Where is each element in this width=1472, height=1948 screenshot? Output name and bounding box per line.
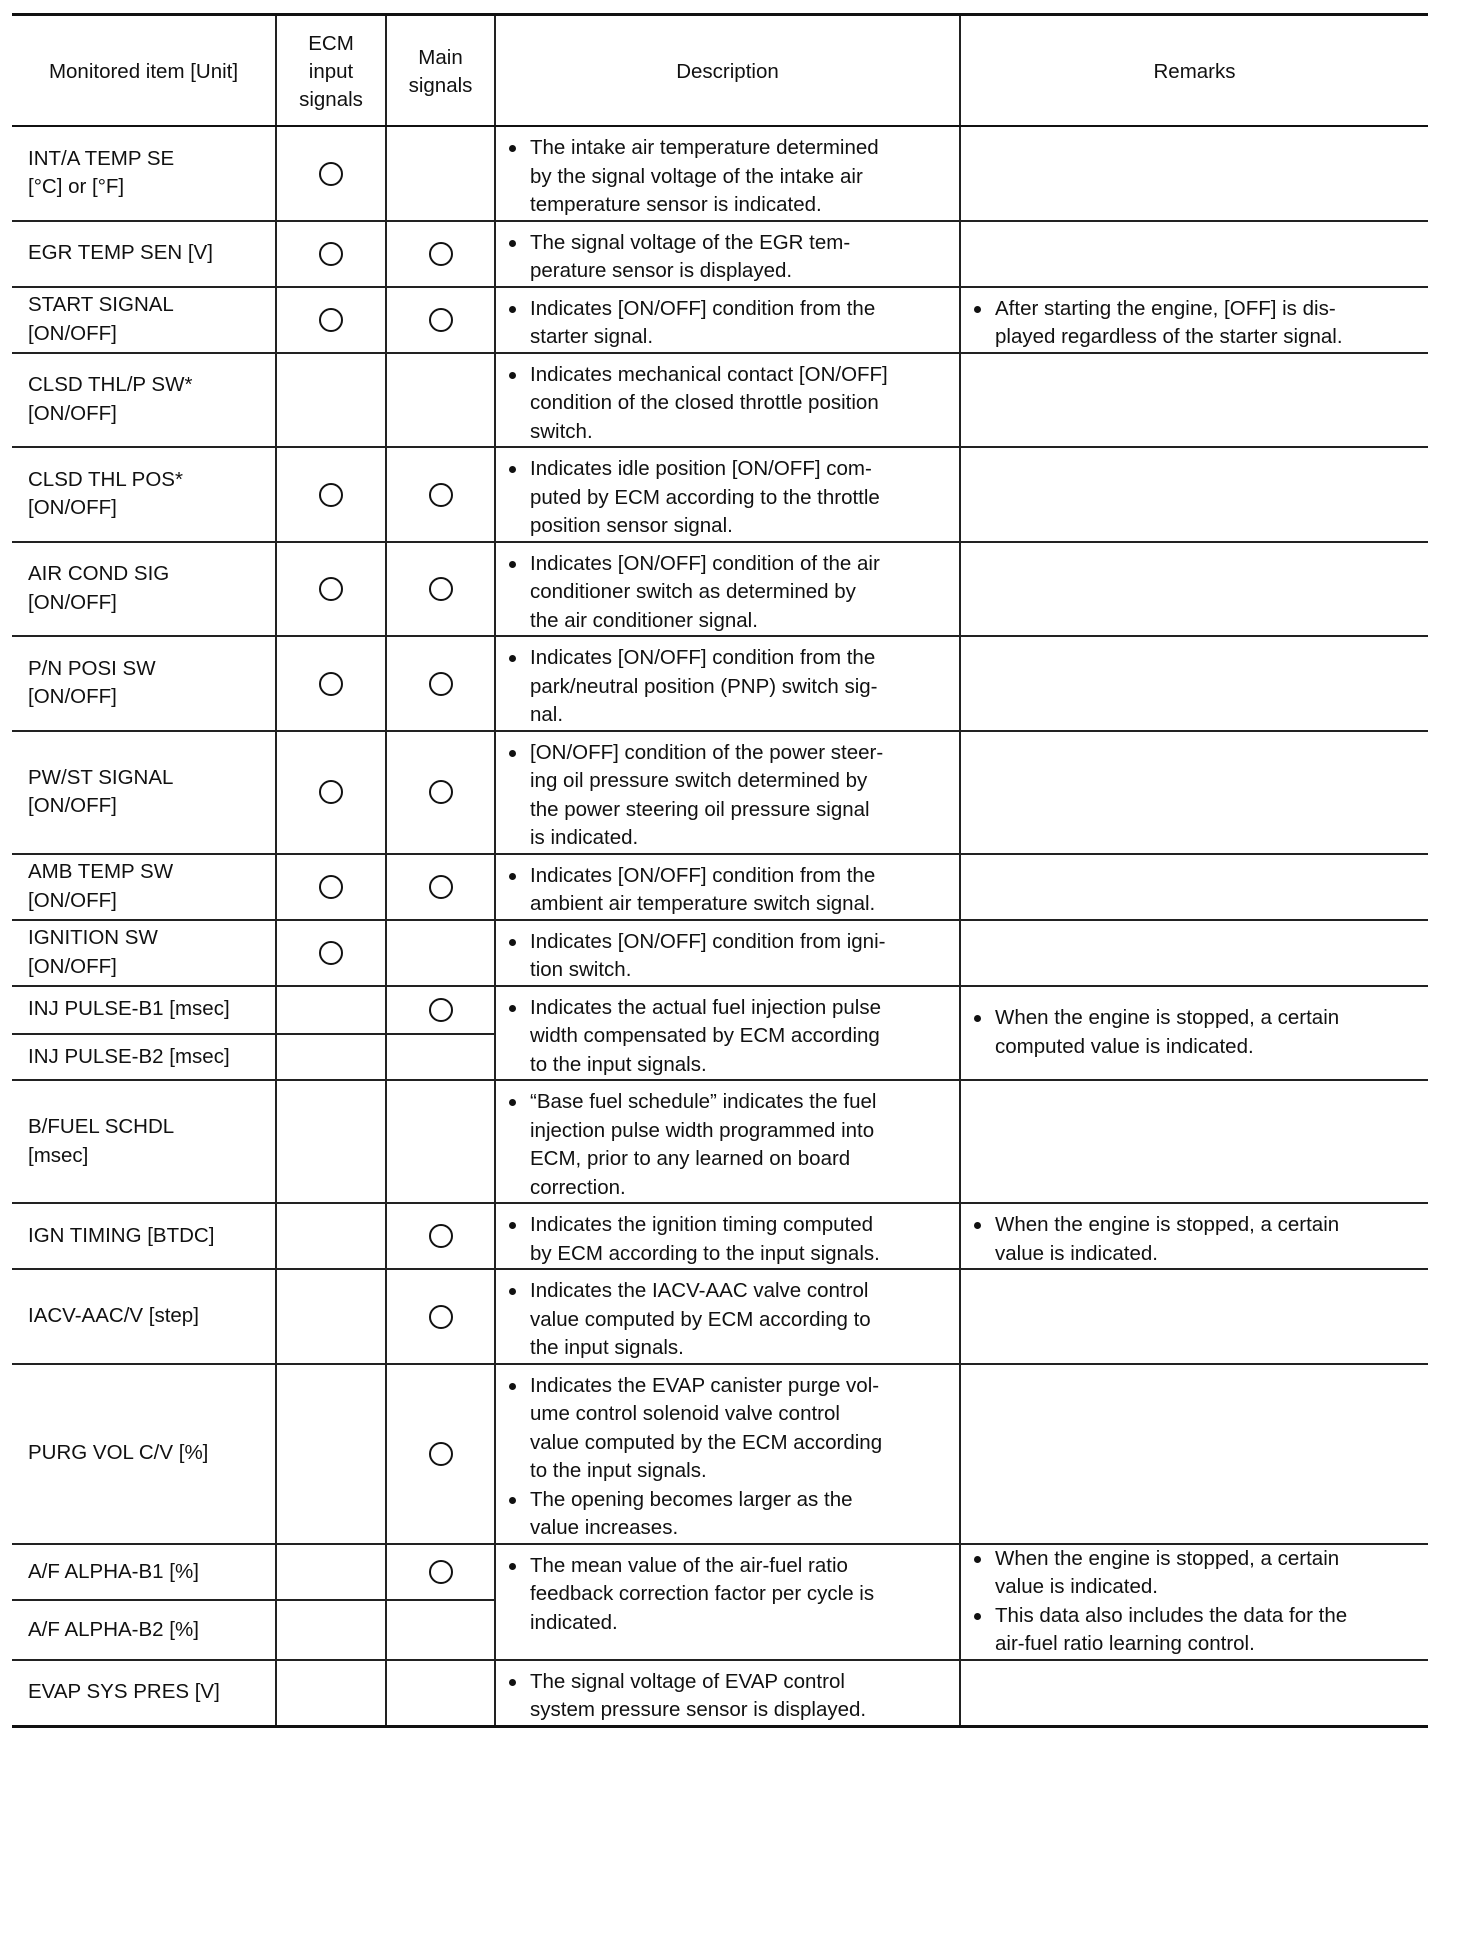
description-list [506, 1088, 949, 1202]
table-row [12, 986, 1428, 1034]
description-line: value computed by the ECM according [530, 1430, 883, 1454]
table-row [12, 542, 1428, 637]
description-line: Indicates [ON/OFF] condition from the [530, 863, 876, 887]
description-line: ambient air temperature switch signal. [530, 892, 876, 915]
description-line: injection pulse width programmed into [530, 1118, 875, 1142]
monitored-item-text: AIR COND SIG [28, 562, 170, 586]
ecm-input-signal-cell [276, 854, 386, 920]
monitored-item-text: IGN TIMING [BTDC] [28, 1223, 215, 1247]
monitored-item-text: AMB TEMP SW [28, 860, 174, 883]
ecm-input-signal-cell [276, 126, 386, 221]
circle-mark-icon [319, 941, 343, 965]
bullet-item [506, 1552, 949, 1638]
table-row [12, 731, 1428, 854]
circle-mark-icon [429, 577, 453, 601]
main-signal-cell [386, 636, 495, 731]
remarks-cell [960, 542, 1428, 637]
description-line: indicated. [530, 1610, 618, 1634]
main-signal-cell [386, 731, 495, 854]
description-line: by the signal voltage of the intake air [530, 164, 863, 188]
description-line: Indicates the IACV-AAC valve control [530, 1279, 869, 1302]
remarks-cell [960, 447, 1428, 542]
description-cell [495, 353, 960, 448]
ecm-input-signal-cell [276, 1080, 386, 1203]
circle-mark-icon [429, 998, 453, 1022]
main-signal-cell [386, 447, 495, 542]
monitored-item-text: [ON/OFF] [28, 794, 117, 817]
monitored-item-cell [12, 287, 276, 353]
description-line: value computed by ECM according to [530, 1307, 871, 1331]
circle-mark-icon [429, 1560, 453, 1584]
table-row [12, 1660, 1428, 1727]
table-row [12, 447, 1428, 542]
remarks-line: When the engine is stopped, a certain [995, 1546, 1340, 1570]
monitored-item-text: INJ PULSE-B2 [msec] [28, 1044, 230, 1068]
description-cell [495, 731, 960, 854]
bullet-item [506, 295, 949, 352]
monitored-item-cell [12, 1660, 276, 1727]
monitored-item-text: [ON/OFF] [28, 496, 117, 520]
description-line: Indicates idle position [ON/OFF] com- [530, 457, 872, 480]
circle-mark-icon [429, 308, 453, 332]
header-remarks: Remarks [960, 15, 1428, 127]
description-line: [ON/OFF] condition of the power steer- [530, 740, 884, 764]
description-line: condition of the closed throttle position [530, 391, 879, 414]
circle-mark-icon [319, 875, 343, 899]
description-line: The mean value of the air-fuel ratio [530, 1553, 848, 1577]
circle-mark-icon [319, 483, 343, 507]
monitored-item-text: [ON/OFF] [28, 401, 117, 425]
bullet-item [506, 1668, 949, 1725]
ecm-input-signal-cell [276, 542, 386, 637]
ecm-input-signal-cell [276, 447, 386, 542]
table-row [12, 1364, 1428, 1544]
main-signal-cell [386, 1544, 495, 1601]
bullet-item [506, 134, 949, 220]
description-list [506, 1668, 949, 1725]
circle-mark-icon [429, 875, 453, 899]
remarks-cell [960, 287, 1428, 353]
description-list [506, 1277, 949, 1363]
description-line: Indicates the ignition timing computed [530, 1213, 874, 1236]
header-main-signals [386, 15, 495, 127]
description-line: “Base fuel schedule” indicates the fuel [530, 1090, 877, 1113]
main-signal-cell [386, 1080, 495, 1203]
ecm-input-signal-cell [276, 636, 386, 731]
remarks-list [971, 295, 1418, 352]
description-list [506, 550, 949, 636]
bullet-item [971, 1602, 1418, 1659]
description-line: ECM, prior to any learned on board [530, 1147, 851, 1170]
bullet-item [506, 1372, 949, 1486]
description-line: temperature sensor is indicated. [530, 193, 822, 216]
main-signal-cell [386, 221, 495, 287]
ecm-input-signal-cell [276, 1269, 386, 1364]
description-line: tion switch. [530, 958, 632, 981]
monitored-item-text: EVAP SYS PRES [V] [28, 1680, 220, 1704]
bullet-item [506, 994, 949, 1080]
ecm-input-signal-cell [276, 986, 386, 1034]
remarks-line: value is indicated. [995, 1575, 1158, 1598]
main-signal-cell [386, 1600, 495, 1659]
description-line: by ECM according to the input signals. [530, 1241, 880, 1265]
description-line: to the input signals. [530, 1459, 707, 1482]
remarks-cell [960, 1544, 1428, 1660]
description-line: nal. [530, 703, 564, 726]
header-ecm-line: ECM [308, 31, 354, 55]
description-line: perature sensor is displayed. [530, 259, 793, 282]
description-line: Indicates the EVAP canister purge vol- [530, 1373, 880, 1397]
remarks-cell [960, 1364, 1428, 1544]
remarks-line: When the engine is stopped, a certain [995, 1006, 1340, 1030]
description-list [506, 134, 949, 220]
bullet-item [506, 928, 949, 985]
monitored-item-cell [12, 731, 276, 854]
ecm-input-signal-cell [276, 1203, 386, 1269]
remarks-list [971, 1211, 1418, 1268]
table-row [12, 353, 1428, 448]
description-line: The signal voltage of EVAP control [530, 1669, 845, 1693]
circle-mark-icon [429, 672, 453, 696]
bullet-item [506, 361, 949, 447]
description-list [506, 862, 949, 919]
table-row [12, 221, 1428, 287]
description-list [506, 229, 949, 286]
header-ecm-input-signals [276, 15, 386, 127]
table-header-row [12, 15, 1428, 127]
bullet-item [506, 1088, 949, 1202]
description-cell [495, 920, 960, 986]
bullet-item [506, 644, 949, 730]
main-signal-cell [386, 1269, 495, 1364]
description-list [506, 1372, 949, 1543]
monitored-item-cell [12, 542, 276, 637]
monitored-item-cell [12, 1544, 276, 1601]
bullet-item [506, 862, 949, 919]
description-line: Indicates mechanical contact [ON/OFF] [530, 362, 888, 386]
table-row [12, 854, 1428, 920]
remarks-cell [960, 221, 1428, 287]
circle-mark-icon [429, 1305, 453, 1329]
monitored-item-text: CLSD THL POS* [28, 467, 183, 491]
description-list [506, 361, 949, 447]
table-row [12, 636, 1428, 731]
remarks-cell [960, 126, 1428, 221]
bullet-item [971, 295, 1418, 352]
monitored-item-cell [12, 1600, 276, 1659]
monitored-item-cell [12, 126, 276, 221]
bullet-item [506, 550, 949, 636]
ecm-input-signal-cell [276, 920, 386, 986]
monitored-item-text: IACV-AAC/V [step] [28, 1304, 199, 1327]
description-list [506, 739, 949, 853]
main-signal-cell [386, 1660, 495, 1727]
description-line: value increases. [530, 1516, 679, 1539]
description-line: Indicates the actual fuel injection pulse [530, 995, 882, 1019]
monitored-item-text: INJ PULSE-B1 [msec] [28, 997, 230, 1021]
description-cell [495, 1364, 960, 1544]
main-signal-cell [386, 353, 495, 448]
ecm-input-signal-cell [276, 221, 386, 287]
bullet-item [971, 1211, 1418, 1268]
description-line: system pressure sensor is displayed. [530, 1698, 867, 1721]
description-cell [495, 447, 960, 542]
table-row [12, 126, 1428, 221]
main-signal-cell [386, 854, 495, 920]
remarks-line: played regardless of the starter signal. [995, 325, 1343, 348]
ecm-input-signal-cell [276, 731, 386, 854]
description-cell [495, 126, 960, 221]
header-main-line: signals [408, 73, 473, 97]
monitored-item-cell [12, 854, 276, 920]
bullet-item [506, 455, 949, 541]
monitored-item-cell [12, 1364, 276, 1544]
monitor-item-table [12, 13, 1428, 1728]
monitored-item-text: PW/ST SIGNAL [28, 765, 174, 789]
description-line: the input signals. [530, 1336, 684, 1359]
monitored-item-text: [ON/OFF] [28, 954, 117, 978]
monitored-item-cell [12, 1034, 276, 1080]
description-line: correction. [530, 1175, 626, 1199]
description-line: ing oil pressure switch determined by [530, 769, 868, 792]
monitored-item-text: B/FUEL SCHDL [28, 1115, 175, 1138]
circle-mark-icon [429, 780, 453, 804]
monitored-item-cell [12, 1080, 276, 1203]
bullet-item [506, 229, 949, 286]
description-cell [495, 1660, 960, 1727]
description-cell [495, 1080, 960, 1203]
bullet-item [506, 1211, 949, 1268]
monitored-item-cell [12, 447, 276, 542]
bullet-item [971, 1545, 1418, 1602]
description-line: conditioner switch as determined by [530, 580, 856, 603]
circle-mark-icon [429, 242, 453, 266]
ecm-input-signal-cell [276, 1034, 386, 1080]
table-row [12, 1080, 1428, 1203]
description-line: position sensor signal. [530, 514, 733, 537]
remarks-line: computed value is indicated. [995, 1034, 1254, 1058]
description-line: feedback correction factor per cycle is [530, 1582, 875, 1605]
remarks-cell [960, 1660, 1428, 1727]
monitored-item-cell [12, 986, 276, 1034]
remarks-list [971, 1004, 1418, 1061]
description-cell [495, 542, 960, 637]
description-cell [495, 636, 960, 731]
monitored-item-text: [ON/OFF] [28, 321, 117, 345]
description-cell [495, 1203, 960, 1269]
circle-mark-icon [429, 1442, 453, 1466]
header-main-line: Main [418, 45, 463, 69]
table-row [12, 1269, 1428, 1364]
remarks-cell [960, 854, 1428, 920]
description-line: the air conditioner signal. [530, 608, 758, 632]
monitored-item-text: [°C] or [°F] [28, 175, 125, 199]
monitored-item-text: PURG VOL C/V [%] [28, 1441, 209, 1465]
monitored-item-text: [ON/OFF] [28, 590, 117, 614]
description-line: starter signal. [530, 325, 654, 348]
table-row [12, 920, 1428, 986]
remarks-line: After starting the engine, [OFF] is dis- [995, 296, 1336, 320]
circle-mark-icon [429, 483, 453, 507]
monitored-item-text: EGR TEMP SEN [V] [28, 241, 213, 265]
circle-mark-icon [429, 1224, 453, 1248]
main-signal-cell [386, 542, 495, 637]
bullet-item [971, 1004, 1418, 1061]
description-line: width compensated by ECM according [530, 1024, 880, 1047]
description-list [506, 644, 949, 730]
remarks-cell [960, 1269, 1428, 1364]
remarks-line: value is indicated. [995, 1241, 1158, 1265]
description-list [506, 994, 949, 1080]
main-signal-cell [386, 287, 495, 353]
main-signal-cell [386, 126, 495, 221]
ecm-input-signal-cell [276, 1364, 386, 1544]
bullet-item [506, 1277, 949, 1363]
remarks-cell [960, 1080, 1428, 1203]
table-row [12, 1203, 1428, 1269]
remarks-line: When the engine is stopped, a certain [995, 1213, 1340, 1236]
remarks-cell [960, 636, 1428, 731]
description-line: The opening becomes larger as the [530, 1487, 853, 1511]
description-line: The signal voltage of the EGR tem- [530, 230, 851, 254]
circle-mark-icon [319, 308, 343, 332]
monitored-item-text: START SIGNAL [28, 293, 174, 316]
circle-mark-icon [319, 780, 343, 804]
description-line: switch. [530, 419, 593, 443]
header-description: Description [495, 15, 960, 127]
circle-mark-icon [319, 242, 343, 266]
circle-mark-icon [319, 162, 343, 186]
remarks-line: air-fuel ratio learning control. [995, 1632, 1255, 1655]
header-ecm-line: signals [299, 87, 363, 111]
remarks-cell [960, 353, 1428, 448]
remarks-cell [960, 731, 1428, 854]
ecm-input-signal-cell [276, 353, 386, 448]
description-line: The intake air temperature determined [530, 136, 879, 159]
main-signal-cell [386, 1364, 495, 1544]
description-line: park/neutral position (PNP) switch sig- [530, 674, 878, 698]
ecm-input-signal-cell [276, 1600, 386, 1659]
description-cell [495, 221, 960, 287]
description-list [506, 1211, 949, 1268]
description-cell [495, 1269, 960, 1364]
remarks-line: This data also includes the data for the [995, 1603, 1348, 1627]
monitored-item-text: [ON/OFF] [28, 685, 117, 709]
table-row [12, 1544, 1428, 1601]
description-line: Indicates [ON/OFF] condition from the [530, 296, 876, 320]
description-cell [495, 1544, 960, 1660]
main-signal-cell [386, 1034, 495, 1080]
monitored-item-cell [12, 1203, 276, 1269]
monitored-item-cell [12, 920, 276, 986]
monitored-item-cell [12, 353, 276, 448]
monitored-item-text: CLSD THL/P SW* [28, 373, 193, 397]
remarks-cell [960, 986, 1428, 1081]
description-list [506, 928, 949, 985]
description-line: to the input signals. [530, 1052, 707, 1076]
description-list [506, 295, 949, 352]
monitored-item-cell [12, 221, 276, 287]
monitored-item-text: [ON/OFF] [28, 888, 117, 912]
main-signal-cell [386, 920, 495, 986]
ecm-input-signal-cell [276, 287, 386, 353]
monitored-item-cell [12, 1269, 276, 1364]
monitored-item-text: P/N POSI SW [28, 656, 156, 680]
table-row [12, 287, 1428, 353]
ecm-input-signal-cell [276, 1544, 386, 1601]
monitored-item-text: [msec] [28, 1143, 89, 1167]
ecm-input-signal-cell [276, 1660, 386, 1727]
description-line: puted by ECM according to the throttle [530, 485, 880, 509]
description-cell [495, 287, 960, 353]
circle-mark-icon [319, 577, 343, 601]
bullet-item [506, 739, 949, 853]
description-list [506, 1552, 949, 1638]
circle-mark-icon [319, 672, 343, 696]
description-list [506, 455, 949, 541]
monitored-item-text: A/F ALPHA-B1 [%] [28, 1559, 199, 1583]
description-line: ume control solenoid valve control [530, 1402, 840, 1425]
description-line: is indicated. [530, 826, 639, 849]
bullet-item [506, 1486, 949, 1543]
header-monitored-item: Monitored item [Unit] [12, 15, 276, 127]
header-ecm-line: input [308, 59, 354, 83]
description-line: Indicates [ON/OFF] condition from igni- [530, 929, 886, 953]
main-signal-cell [386, 986, 495, 1034]
remarks-list [971, 1545, 1418, 1659]
main-signal-cell [386, 1203, 495, 1269]
monitored-item-text: A/F ALPHA-B2 [%] [28, 1617, 199, 1641]
remarks-cell [960, 1203, 1428, 1269]
monitored-item-text: INT/A TEMP SE [28, 146, 175, 170]
monitored-item-text: IGNITION SW [28, 926, 158, 949]
remarks-cell [960, 920, 1428, 986]
description-line: Indicates [ON/OFF] condition of the air [530, 551, 880, 575]
monitored-item-cell [12, 636, 276, 731]
description-cell [495, 986, 960, 1081]
description-line: Indicates [ON/OFF] condition from the [530, 646, 876, 669]
description-cell [495, 854, 960, 920]
description-line: the power steering oil pressure signal [530, 797, 870, 821]
